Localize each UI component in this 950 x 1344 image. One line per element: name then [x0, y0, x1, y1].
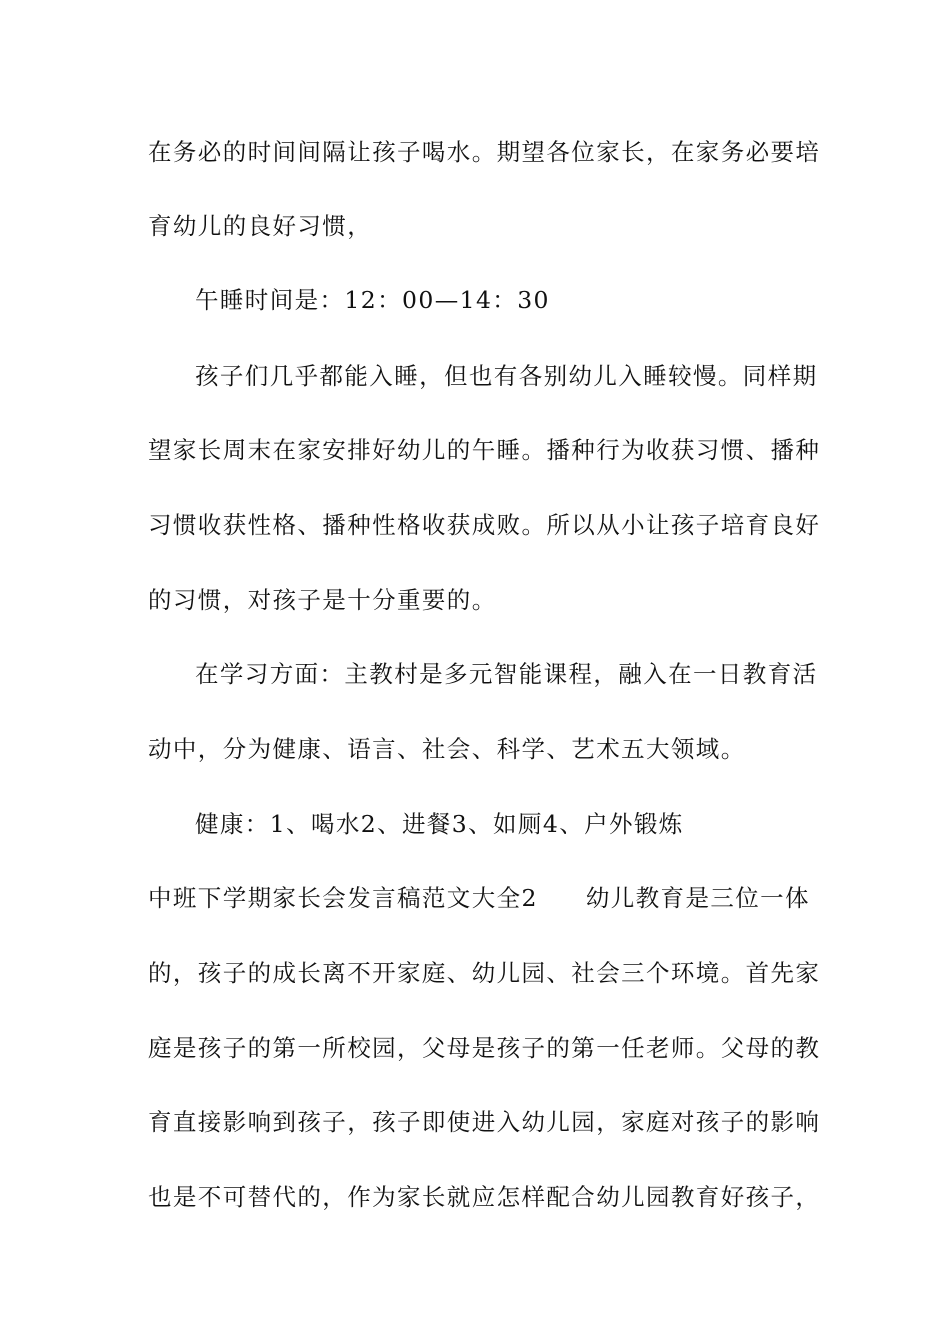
text-line-5: 望家长周末在家安排好幼儿的午睡。播种行为收获习惯、播种: [148, 436, 821, 464]
text-line-15: 也是不可替代的，作为家长就应怎样配合幼儿园教育好孩子，: [148, 1183, 821, 1211]
text-line-11: [148, 878, 808, 918]
text-line-12: 的，孩子的成长离不开家庭、幼儿园、社会三个环境。首先家: [148, 959, 821, 987]
text-line-3: 午睡时间是：12：00—14：30: [195, 286, 550, 314]
text-line-1: 在务必的时间间隔让孩子喝水。期望各位家长，在家务必要培: [148, 138, 821, 166]
text-line-13: 庭是孩子的第一所校园，父母是孩子的第一任老师。父母的教: [148, 1034, 821, 1062]
text-line-4: 孩子们几乎都能入睡，但也有各别幼儿入睡较慢。同样期: [195, 362, 818, 390]
text-line-2: 育幼儿的良好习惯，: [148, 212, 373, 240]
text-line-6: 习惯收获性格、播种性格收获成败。所以从小让孩子培育良好: [148, 511, 821, 539]
text-line-10: 健康：1、喝水2、进餐3、如厕4、户外锻炼: [195, 810, 684, 838]
paragraph-start: 幼儿教育是三位一体: [585, 884, 810, 912]
section-heading: 中班下学期家长会发言稿范文大全2: [148, 884, 538, 912]
text-line-7: 的习惯，对孩子是十分重要的。: [148, 586, 497, 614]
text-line-14: 育直接影响到孩子，孩子即使进入幼儿园，家庭对孩子的影响: [148, 1108, 821, 1136]
text-line-8: 在学习方面：主教村是多元智能课程，融入在一日教育活: [195, 660, 818, 688]
text-line-9: 动中，分为健康、语言、社会、科学、艺术五大领域。: [148, 735, 746, 763]
